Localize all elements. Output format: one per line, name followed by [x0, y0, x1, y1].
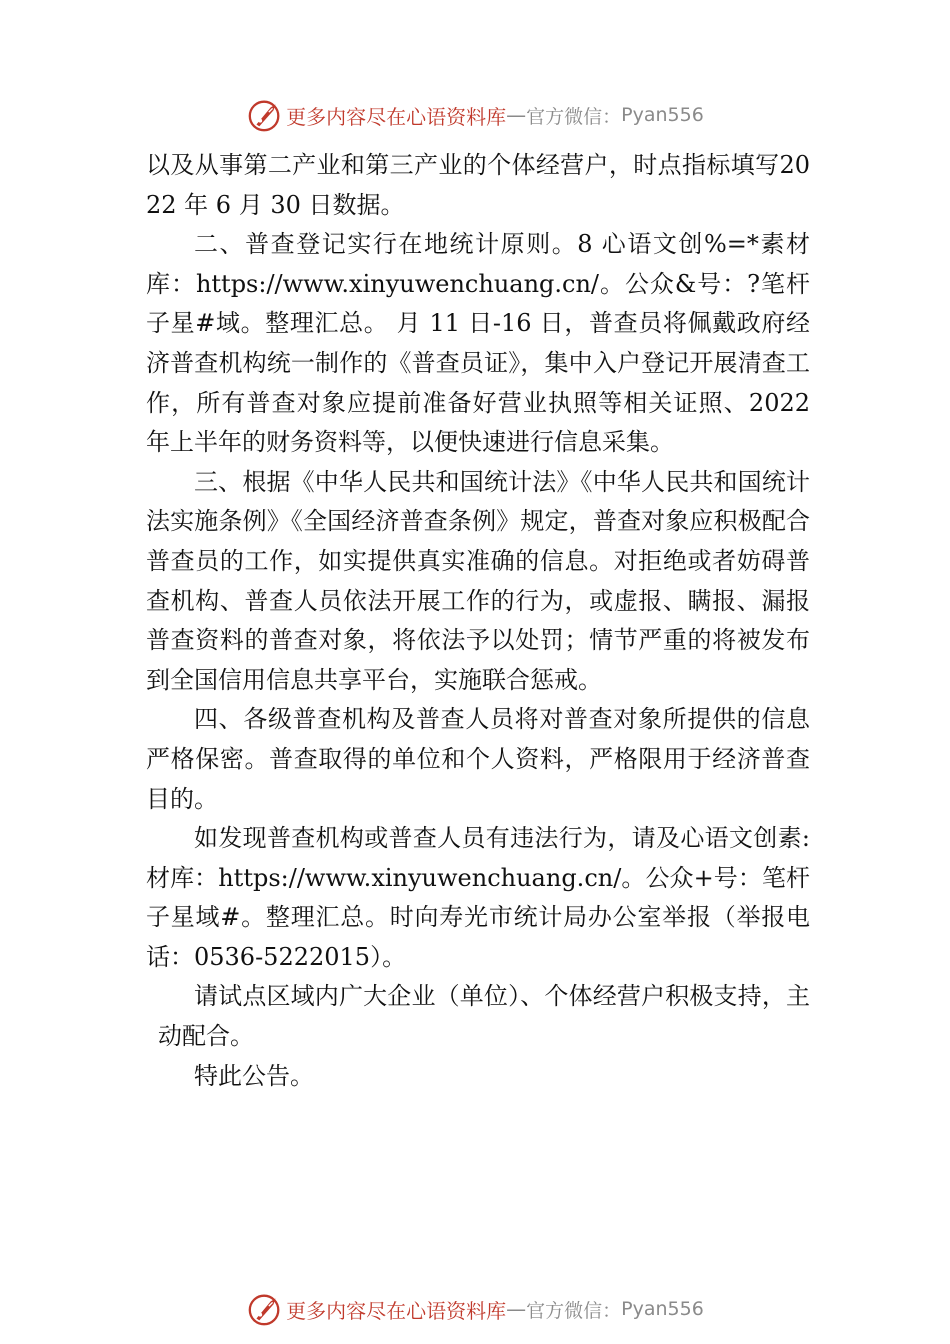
paragraph-7: 特此公告。 — [194, 1061, 314, 1090]
pen-nib-logo-icon — [246, 1290, 284, 1328]
pen-nib-logo-icon — [246, 96, 284, 134]
footer-wechat-id: Pyan556 — [621, 1298, 704, 1320]
paragraph-1: 以及从事第二产业和第三产业的个体经营户，时点指标填写2022 年 6 月 30 日数据。 — [146, 151, 810, 219]
footer-brand-text: 更多内容尽在心语资料库 — [286, 1298, 507, 1323]
footer-separator: — — [506, 1297, 527, 1321]
paragraph-2: 二、普查登记实行在地统计原则。8 心语文创%=*素材库：https://www.xinyuwenchuang.cn/。公众&号：?笔杆子星#域。整理汇总。 月 11 日-16 日，普查员将佩戴政府经济普查机构统一制作的《普查员证》，集中入户登记开展清查工作，所有普查对象应提前准备好营业执照等相关证照、2022 年上半年的财务资料等，以便快速进行信息采集。 — [146, 230, 810, 457]
banner-wechat-id: Pyan556 — [621, 104, 704, 126]
document-body — [146, 146, 810, 1096]
banner-separator: — — [506, 103, 527, 127]
footer-wechat-label: 官方微信： — [526, 1299, 622, 1322]
paragraph-3: 三、根据《中华人民共和国统计法》《中华人民共和国统计法实施条例》《全国经济普查条例》规定，普查对象应积极配合普查员的工作，如实提供真实准确的信息。对拒绝或者妨碍普查机构、普查人员依法开展工作的行为，或虚报、瞒报、漏报普查资料的普查对象，将依法予以处罚；情节严重的将被发布到全国信用信息共享平台，实施联合惩戒。 — [146, 467, 810, 694]
footer-banner — [0, 1289, 950, 1329]
paragraph-5: 如发现普查机构或普查人员有违法行为，请及心语文创素:材库：https://www.xinyuwenchuang.cn/。公众+号：笔杆子星域#。整理汇总。时向寿光市统计局办公室举报（举报电话：0536-5222015）。 — [146, 824, 810, 971]
banner-brand-text: 更多内容尽在心语资料库 — [286, 104, 507, 129]
paragraph-6: 请试点区域内广大企业（单位）、个体经营户积极支持，主动配合。 — [158, 982, 810, 1051]
banner-wechat-label: 官方微信： — [526, 105, 622, 128]
header-banner — [0, 95, 950, 135]
paragraph-4: 四、各级普查机构及普查人员将对普查对象所提供的信息严格保密。普查取得的单位和个人资料，严格限用于经济普查目的。 — [146, 705, 810, 813]
